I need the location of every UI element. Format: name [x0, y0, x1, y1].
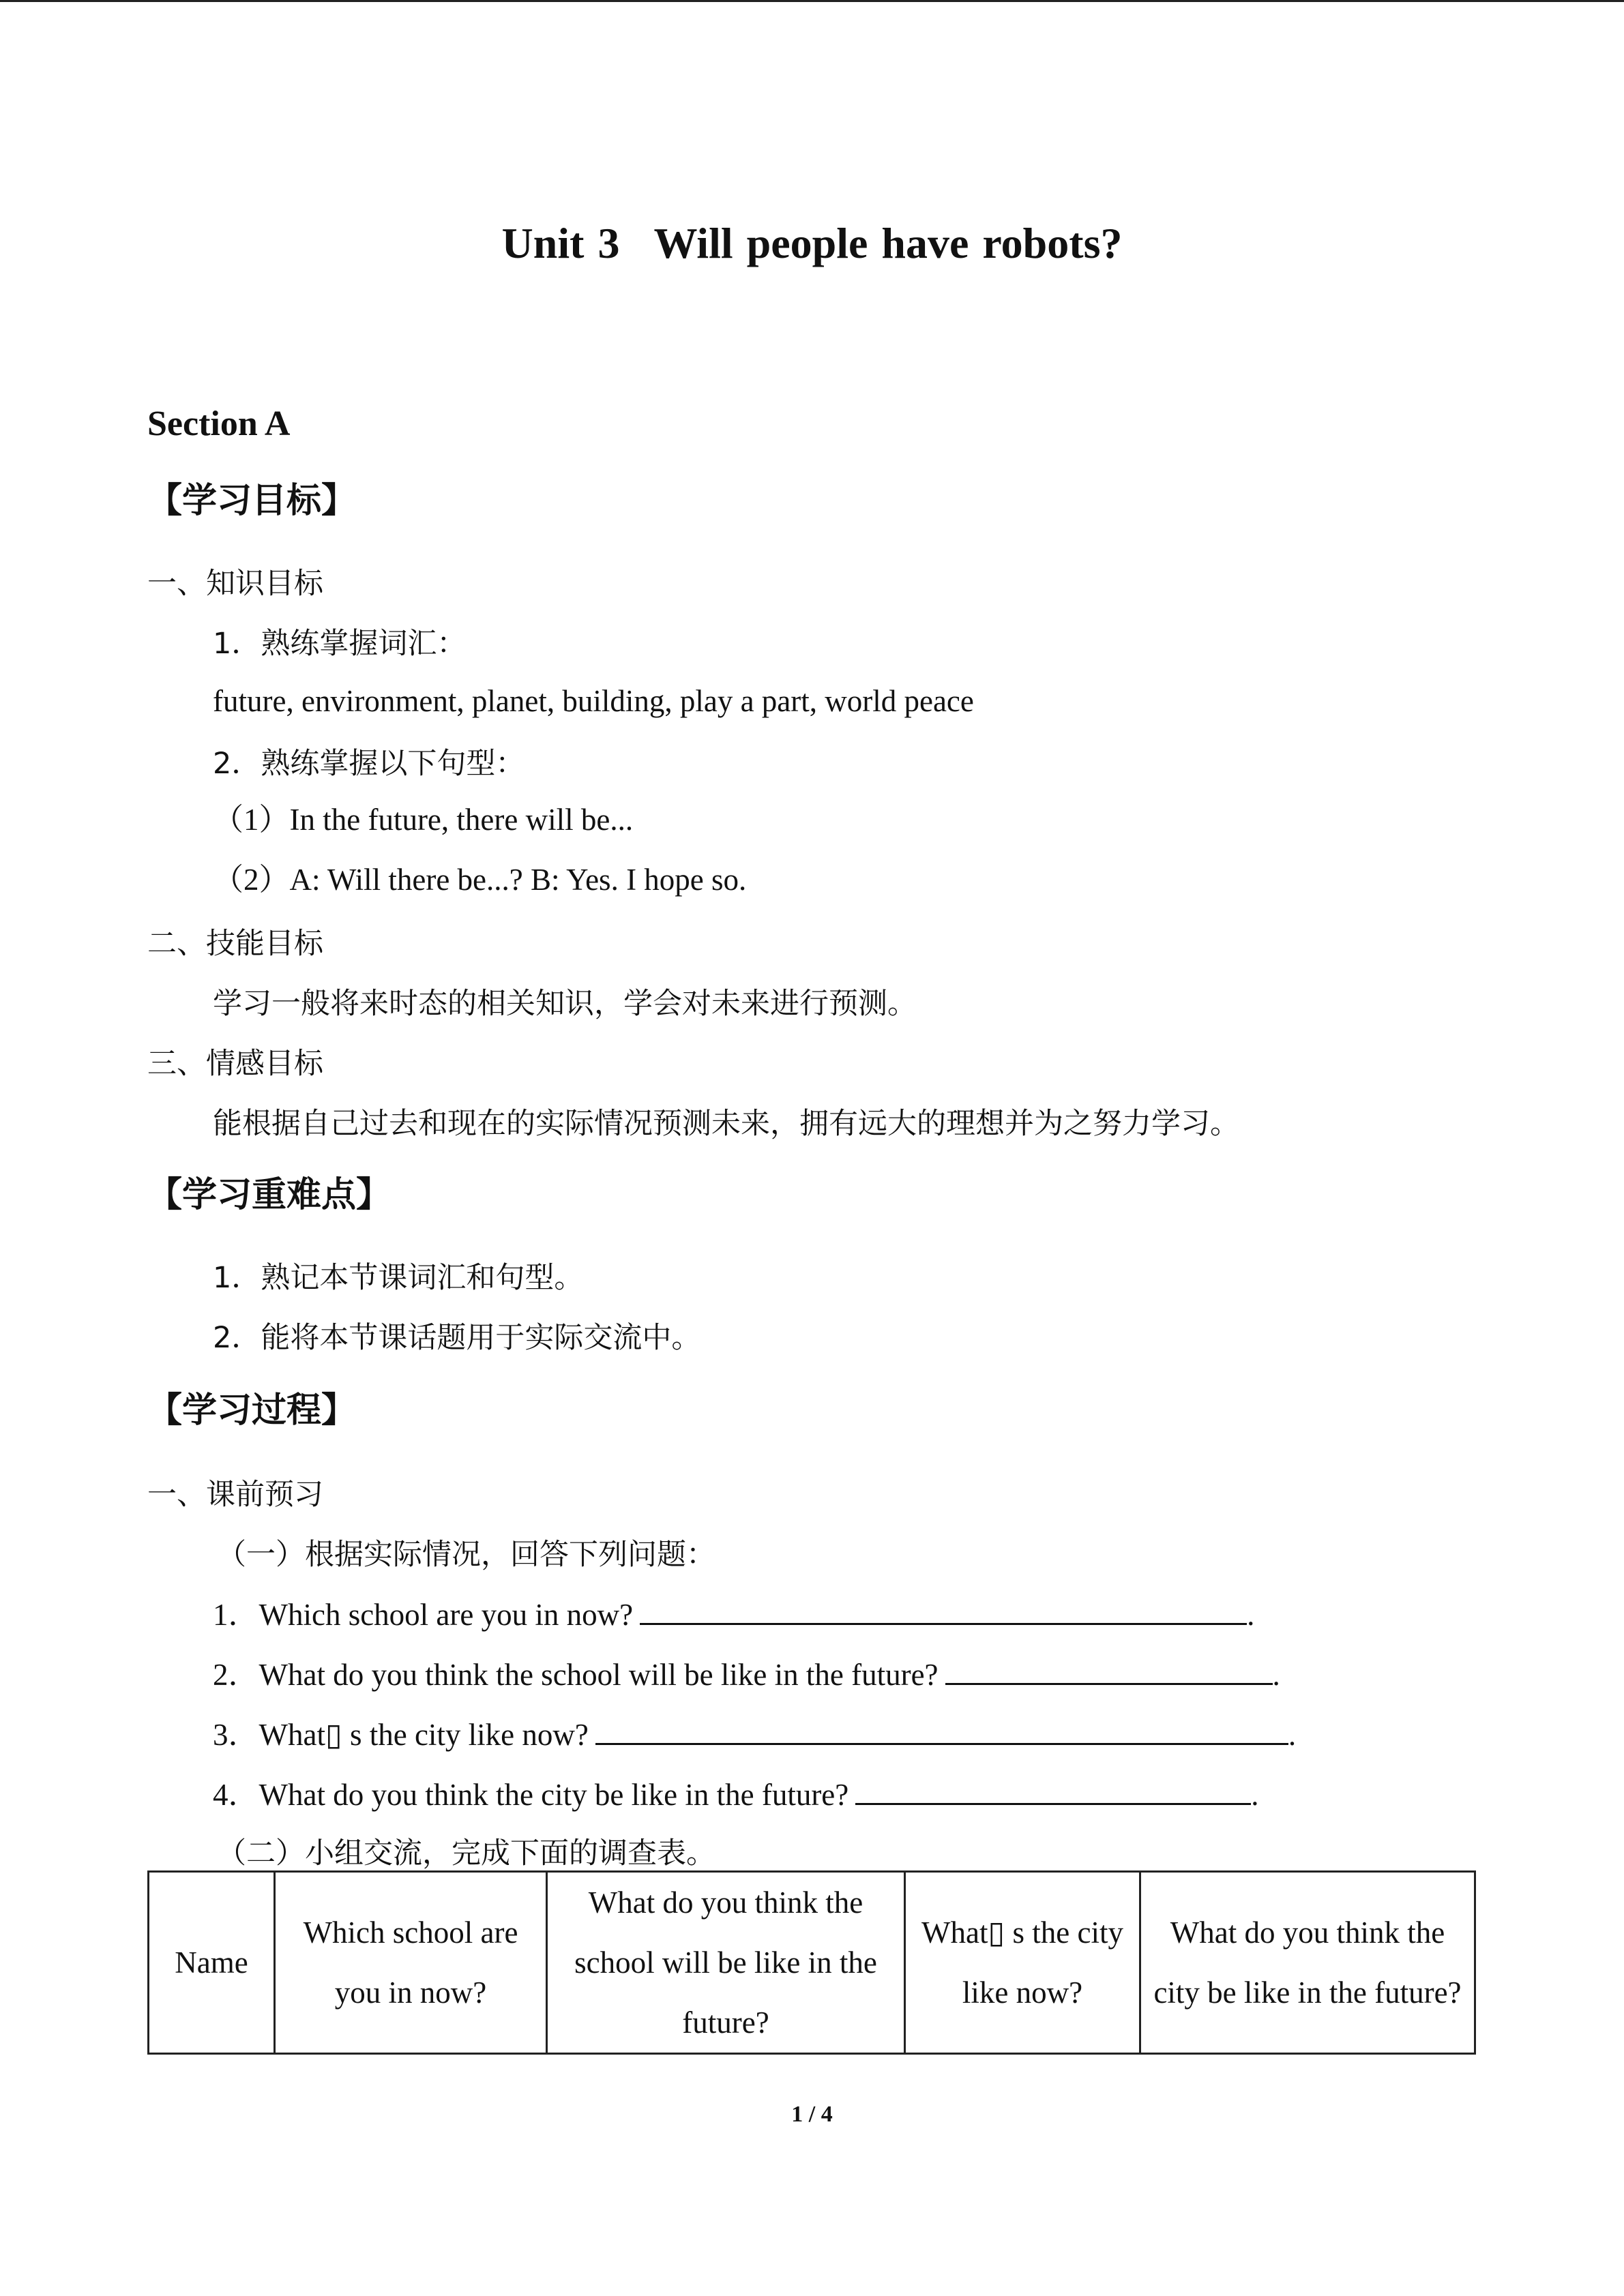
process-heading: 【学习过程】 — [147, 1390, 357, 1431]
part2-title: （二）小组交流，完成下面的调查表。 — [217, 1836, 715, 1870]
section-heading: Section A — [147, 404, 291, 443]
vocab-list: future, environment, planet, building, play a part, world peace — [213, 684, 974, 718]
knowledge-objective-title: 一、知识目标 — [147, 567, 323, 601]
page-title: Unit 3 Will people have robots? — [501, 219, 1123, 267]
header-name: Name — [149, 1872, 275, 2054]
table-header-row — [149, 1872, 1475, 2054]
objectives-heading: 【学习目标】 — [147, 481, 357, 521]
question-4: 4．What do you think the city be like in the future? . — [213, 1772, 1259, 1815]
patterns-label: 2．熟练掌握以下句型： — [213, 747, 525, 781]
page-number: 1 / 4 — [791, 2102, 833, 2127]
answer-blank-2[interactable] — [945, 1652, 1273, 1685]
skill-objective-text: 学习一般将来时态的相关知识，学会对未来进行预测。 — [213, 987, 917, 1021]
answer-blank-4[interactable] — [855, 1772, 1251, 1805]
key-points-heading: 【学习重难点】 — [147, 1175, 392, 1215]
question-3: 3．What▯ s the city like now? . — [213, 1712, 1296, 1755]
pattern-2: （2）A: Will there be...? B: Yes. I hope so. — [213, 863, 747, 897]
key-point-1: 1．熟记本节课词汇和句型。 — [213, 1261, 584, 1295]
key-point-2: 2．能将本节课话题用于实际交流中。 — [213, 1321, 701, 1355]
question-1: 1．Which school are you in now? . — [213, 1592, 1254, 1635]
answer-blank-3[interactable] — [595, 1712, 1288, 1745]
emotion-objective-title: 三、情感目标 — [147, 1047, 323, 1081]
skill-objective-title: 二、技能目标 — [147, 927, 323, 961]
emotion-objective-text: 能根据自己过去和现在的实际情况预测未来，拥有远大的理想并为之努力学习。 — [213, 1107, 1239, 1141]
answer-blank-1[interactable] — [640, 1592, 1247, 1625]
header-city-now: What▯ s the city like now? — [905, 1872, 1140, 2054]
header-school-future: What do you think the school will be like in the future? — [547, 1872, 905, 2054]
header-which-school: Which school are you in now? — [275, 1872, 547, 2054]
pattern-1: （1）In the future, there will be... — [213, 803, 634, 837]
header-city-future: What do you think the city be like in the future? — [1140, 1872, 1475, 2054]
part1-title: （一）根据实际情况，回答下列问题： — [217, 1538, 715, 1572]
question-2: 2．What do you think the school will be like in the future? . — [213, 1652, 1280, 1695]
vocab-label: 1．熟练掌握词汇： — [213, 627, 467, 661]
survey-table — [147, 1870, 1476, 2055]
preview-title: 一、课前预习 — [147, 1478, 323, 1512]
page-top-border — [0, 0, 1624, 2]
